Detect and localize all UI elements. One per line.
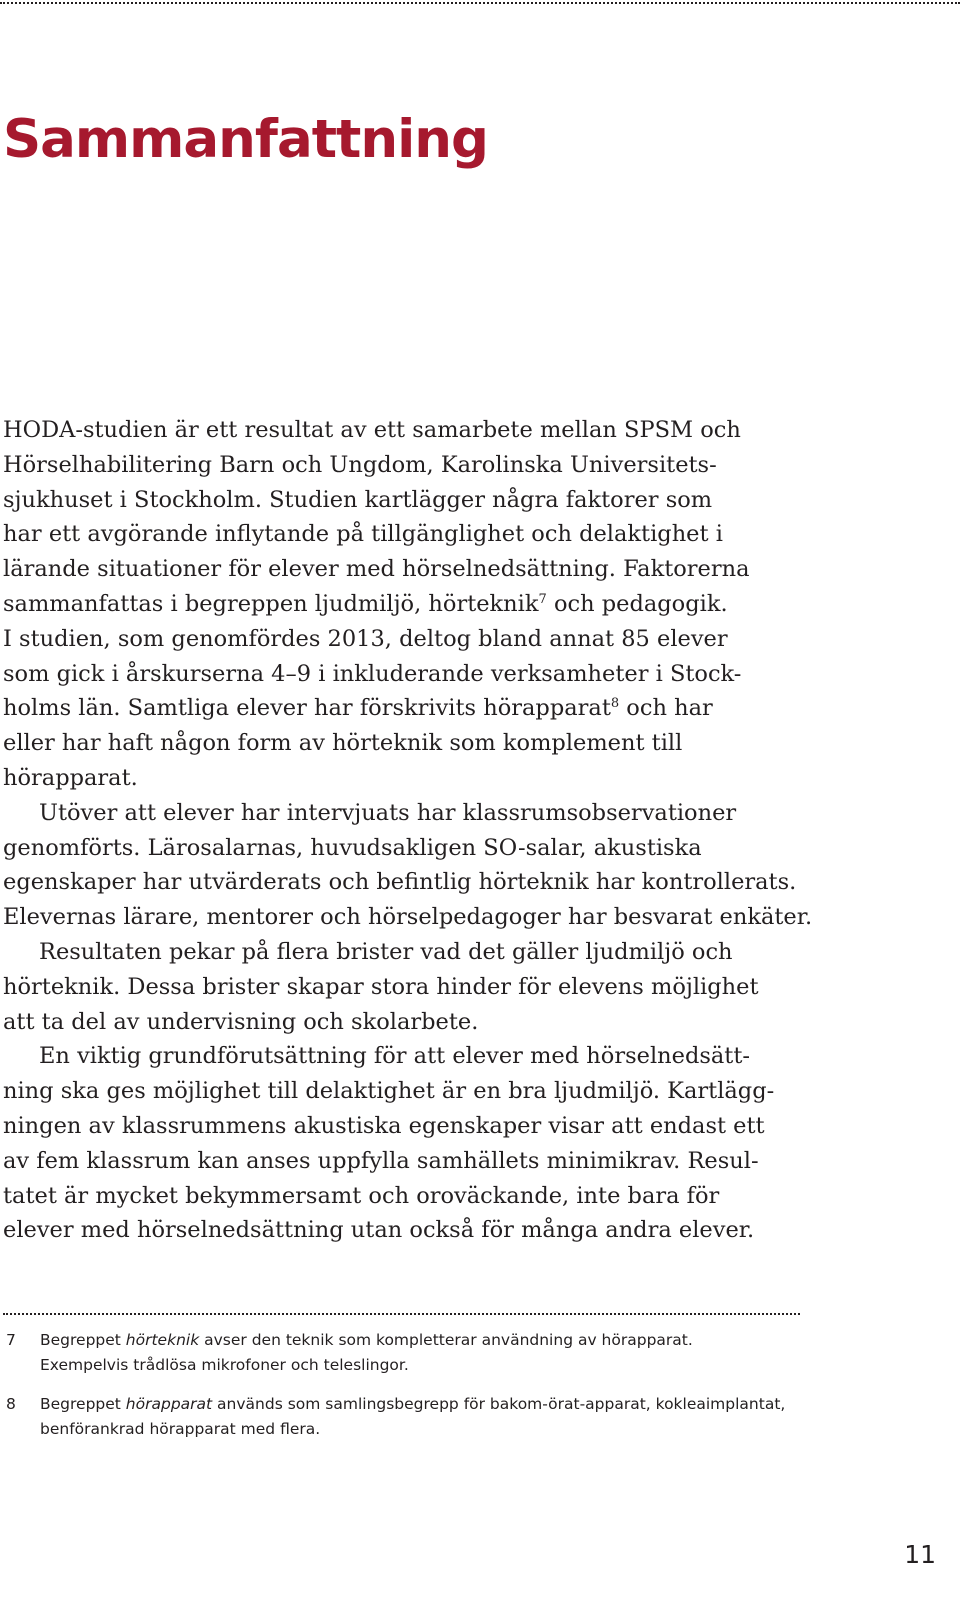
footnote-7 [3, 1328, 823, 1377]
text-line: tatet är mycket bekymmersamt och oroväckande, inte bara för [3, 1182, 720, 1209]
text-line: HODA-studien är ett resultat av ett samarbete mellan SPSM och [3, 417, 741, 443]
top-dotted-rule [0, 2, 960, 4]
text-line: egenskaper har utvärderats och befintlig hörteknik har kontrollerats. [3, 869, 797, 896]
text-line: hörapparat. [3, 764, 138, 791]
footnote-term: hörteknik [125, 1331, 200, 1349]
footnote-line: benförankrad hörapparat med flera. [40, 1419, 321, 1438]
text-segment: holms län. Samtliga elever har förskrivits hörapparat [3, 695, 611, 722]
paragraph-2 [3, 796, 813, 935]
page-title: Sammanfattning [3, 109, 488, 170]
text-line: Elevernas lärare, mentorer och hörselpedagoger har besvarat enkäter. [3, 904, 813, 931]
text-line: lärande situationer för elever med hörselnedsättning. Faktorerna [3, 556, 750, 583]
text-line [3, 587, 803, 622]
text-line: hörteknik. Dessa brister skapar stora hinder för elevens möjlighet [3, 973, 759, 1000]
text-line: som gick i årskurserna 4–9 i inkluderande verksamheter i Stock- [3, 660, 742, 687]
text-segment: och pedagogik. [546, 590, 728, 617]
text-line: Hörselhabilitering Barn och Ungdom, Karolinska Universitets- [3, 451, 717, 478]
text-segment: Begreppet [40, 1395, 126, 1413]
footnote-term: hörapparat [125, 1395, 213, 1413]
text-line: ning ska ges möjlighet till delaktighet är en bra ljudmiljö. Kartlägg- [3, 1078, 775, 1105]
text-segment: Begreppet [40, 1331, 126, 1349]
footnote-line: Exempelvis trådlösa mikrofoner och teleslingor. [40, 1355, 409, 1374]
text-line: har ett avgörande inflytande på tillgänglighet och delaktighet i [3, 521, 723, 548]
text-line: av fem klassrum kan anses uppfylla samhällets minimikrav. Resul- [3, 1147, 759, 1174]
text-line: I studien, som genomfördes 2013, deltog bland annat 85 elever [3, 625, 728, 652]
text-line: Utöver att elever har intervjuats har klassrumsobservationer [39, 799, 737, 826]
text-line: eller har haft någon form av hörteknik som komplement till [3, 730, 683, 757]
footnote-ref-8: 8 [610, 696, 620, 712]
text-line: ningen av klassrummens akustiska egenskaper visar att endast ett [3, 1112, 765, 1139]
footnote-number: 7 [6, 1331, 16, 1349]
footnote-line [40, 1392, 823, 1417]
text-segment: används som samlingsbegrepp för bakom-örat-apparat, kokleaimplantat, [212, 1395, 786, 1413]
footnote-divider [3, 1313, 800, 1315]
footnote-line [40, 1328, 823, 1353]
footnote-8 [3, 1392, 823, 1441]
text-line [3, 691, 803, 726]
footnote-ref-7: 7 [538, 591, 547, 607]
text-segment: och har [619, 695, 713, 722]
paragraph-1 [3, 413, 803, 796]
text-line: Resultaten pekar på flera brister vad det gäller ljudmiljö och [39, 938, 733, 965]
text-segment: avser den teknik som kompletterar användning av hörapparat. [199, 1331, 693, 1349]
text-line: elever med hörselnedsättning utan också för många andra elever. [3, 1217, 755, 1244]
text-line: genomförts. Lärosalarnas, huvudsakligen SO-salar, akustiska [3, 834, 702, 861]
paragraph-3 [3, 935, 803, 1039]
text-line: att ta del av undervisning och skolarbete. [3, 1008, 479, 1035]
paragraph-4 [3, 1039, 803, 1248]
text-line: En viktig grundförutsättning för att elever med hörselnedsätt- [39, 1043, 750, 1070]
text-line: sjukhuset i Stockholm. Studien kartlägger några faktorer som [3, 486, 713, 513]
footnote-number: 8 [6, 1395, 16, 1413]
text-segment: sammanfattas i begreppen ljudmiljö, hörteknik [3, 590, 539, 617]
body-text [3, 413, 813, 1248]
page-number: 11 [904, 1540, 936, 1569]
